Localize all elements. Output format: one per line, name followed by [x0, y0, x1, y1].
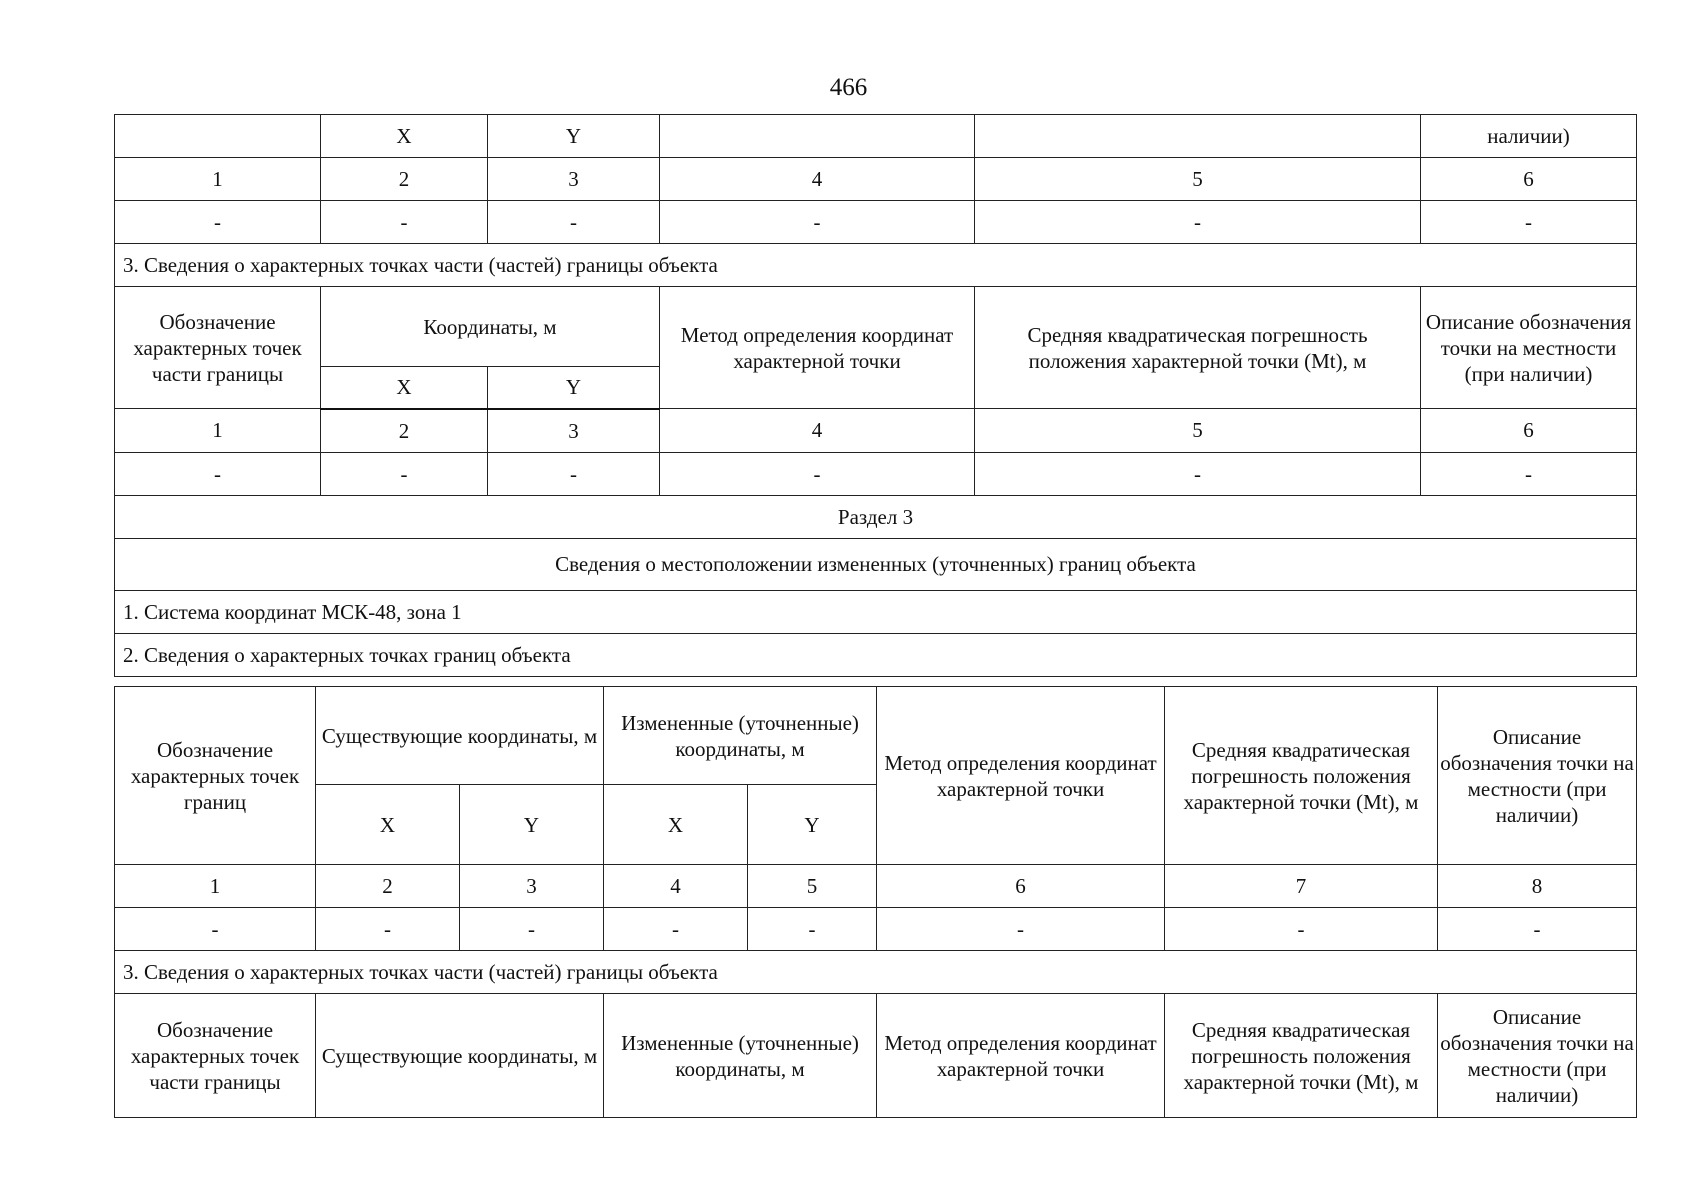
part-header-row: [115, 994, 1637, 1118]
col-number: 3: [488, 409, 660, 453]
col-number: 5: [748, 865, 877, 908]
part-title: 3. Сведения о характерных точках части (частей) границы объекта: [115, 951, 1637, 994]
header-x: X: [604, 785, 748, 865]
section-title: Сведения о местоположении измененных (уточненных) границ объекта: [115, 538, 1637, 590]
col-number: 6: [877, 865, 1165, 908]
col-number: 6: [1421, 158, 1637, 201]
dash-row: [115, 452, 1637, 495]
page-number: 466: [829, 74, 868, 101]
col-number: 2: [321, 158, 488, 201]
dash-cell: -: [488, 452, 660, 495]
col-number: 6: [1421, 409, 1637, 453]
coord-system-row: [115, 590, 1637, 633]
dash-cell: -: [975, 201, 1421, 244]
dash-cell: -: [1421, 201, 1637, 244]
header-error: Средняя квадратическая погрешность положения характерной точки (Mt), м: [975, 287, 1421, 409]
dash-cell: -: [115, 908, 316, 951]
header-x: X: [321, 367, 488, 409]
header-coords: Координаты, м: [321, 287, 660, 367]
header-description: Описание обозначения точки на местности (при наличии): [1421, 287, 1637, 409]
dash-cell: -: [460, 908, 604, 951]
header-error: Средняя квадратическая погрешность положения характерной точки (Mt), м: [1165, 994, 1438, 1118]
coord-system: 1. Система координат МСК-48, зона 1: [115, 590, 1637, 633]
col-number: 5: [975, 158, 1421, 201]
part-header-row: [115, 287, 1637, 367]
dash-cell: -: [1421, 452, 1637, 495]
dash-cell: -: [115, 452, 321, 495]
col-number: 5: [975, 409, 1421, 453]
section-label-row: [115, 495, 1637, 538]
section-label: Раздел 3: [115, 495, 1637, 538]
part-title: 3. Сведения о характерных точках части (частей) границы объекта: [115, 244, 1637, 287]
dash-row: [115, 908, 1637, 951]
header-designation: Обозначение характерных точек части границы: [115, 994, 316, 1118]
header-tail: наличии): [1421, 115, 1637, 158]
column-number-row: [115, 409, 1637, 453]
header-description: Описание обозначения точки на местности (при наличии): [1438, 687, 1637, 865]
empty-cell: [660, 115, 975, 158]
col-number: 1: [115, 409, 321, 453]
section-title-row: [115, 538, 1637, 590]
dash-cell: -: [1165, 908, 1438, 951]
header-method: Метод определения координат характерной точки: [660, 287, 975, 409]
dash-row: [115, 201, 1637, 244]
dash-cell: -: [321, 201, 488, 244]
header-changed: Измененные (уточненные) координаты, м: [604, 687, 877, 785]
header-existing: Существующие координаты, м: [316, 687, 604, 785]
header-y: Y: [488, 115, 660, 158]
header-y: Y: [748, 785, 877, 865]
dash-cell: -: [877, 908, 1165, 951]
col-number: 8: [1438, 865, 1637, 908]
points-title: 2. Сведения о характерных точках границ объекта: [115, 633, 1637, 676]
header-method: Метод определения координат характерной точки: [877, 994, 1165, 1118]
col-number: 4: [660, 409, 975, 453]
empty-cell: [115, 115, 321, 158]
dash-cell: -: [1438, 908, 1637, 951]
dash-cell: -: [660, 452, 975, 495]
dash-cell: -: [321, 452, 488, 495]
header-error: Средняя квадратическая погрешность положения характерной точки (Mt), м: [1165, 687, 1438, 865]
header-x: X: [321, 115, 488, 158]
header-y: Y: [488, 367, 660, 409]
dash-cell: -: [975, 452, 1421, 495]
dash-cell: -: [660, 201, 975, 244]
points-header-row: [115, 687, 1637, 785]
col-number: 3: [460, 865, 604, 908]
column-number-row: [115, 865, 1637, 908]
col-number: 7: [1165, 865, 1438, 908]
dash-cell: -: [115, 201, 321, 244]
header-designation: Обозначение характерных точек границ: [115, 687, 316, 865]
header-x: X: [316, 785, 460, 865]
continuation-header-row: [115, 115, 1637, 158]
header-method: Метод определения координат характерной точки: [877, 687, 1165, 865]
dash-cell: -: [748, 908, 877, 951]
col-number: 2: [321, 409, 488, 453]
col-number: 4: [660, 158, 975, 201]
header-changed: Измененные (уточненные) координаты, м: [604, 994, 877, 1118]
part-title-row: [115, 951, 1637, 994]
dash-cell: -: [604, 908, 748, 951]
col-number: 4: [604, 865, 748, 908]
section2-table: [114, 114, 1637, 677]
part-title-row: [115, 244, 1637, 287]
points-title-row: [115, 633, 1637, 676]
col-number: 3: [488, 158, 660, 201]
header-designation: Обозначение характерных точек части границы: [115, 287, 321, 409]
section3-table: [114, 686, 1637, 1118]
header-description: Описание обозначения точки на местности (при наличии): [1438, 994, 1637, 1118]
col-number: 2: [316, 865, 460, 908]
col-number: 1: [115, 158, 321, 201]
header-existing: Существующие координаты, м: [316, 994, 604, 1118]
header-y: Y: [460, 785, 604, 865]
col-number: 1: [115, 865, 316, 908]
dash-cell: -: [488, 201, 660, 244]
column-number-row: [115, 158, 1637, 201]
empty-cell: [975, 115, 1421, 158]
dash-cell: -: [316, 908, 460, 951]
